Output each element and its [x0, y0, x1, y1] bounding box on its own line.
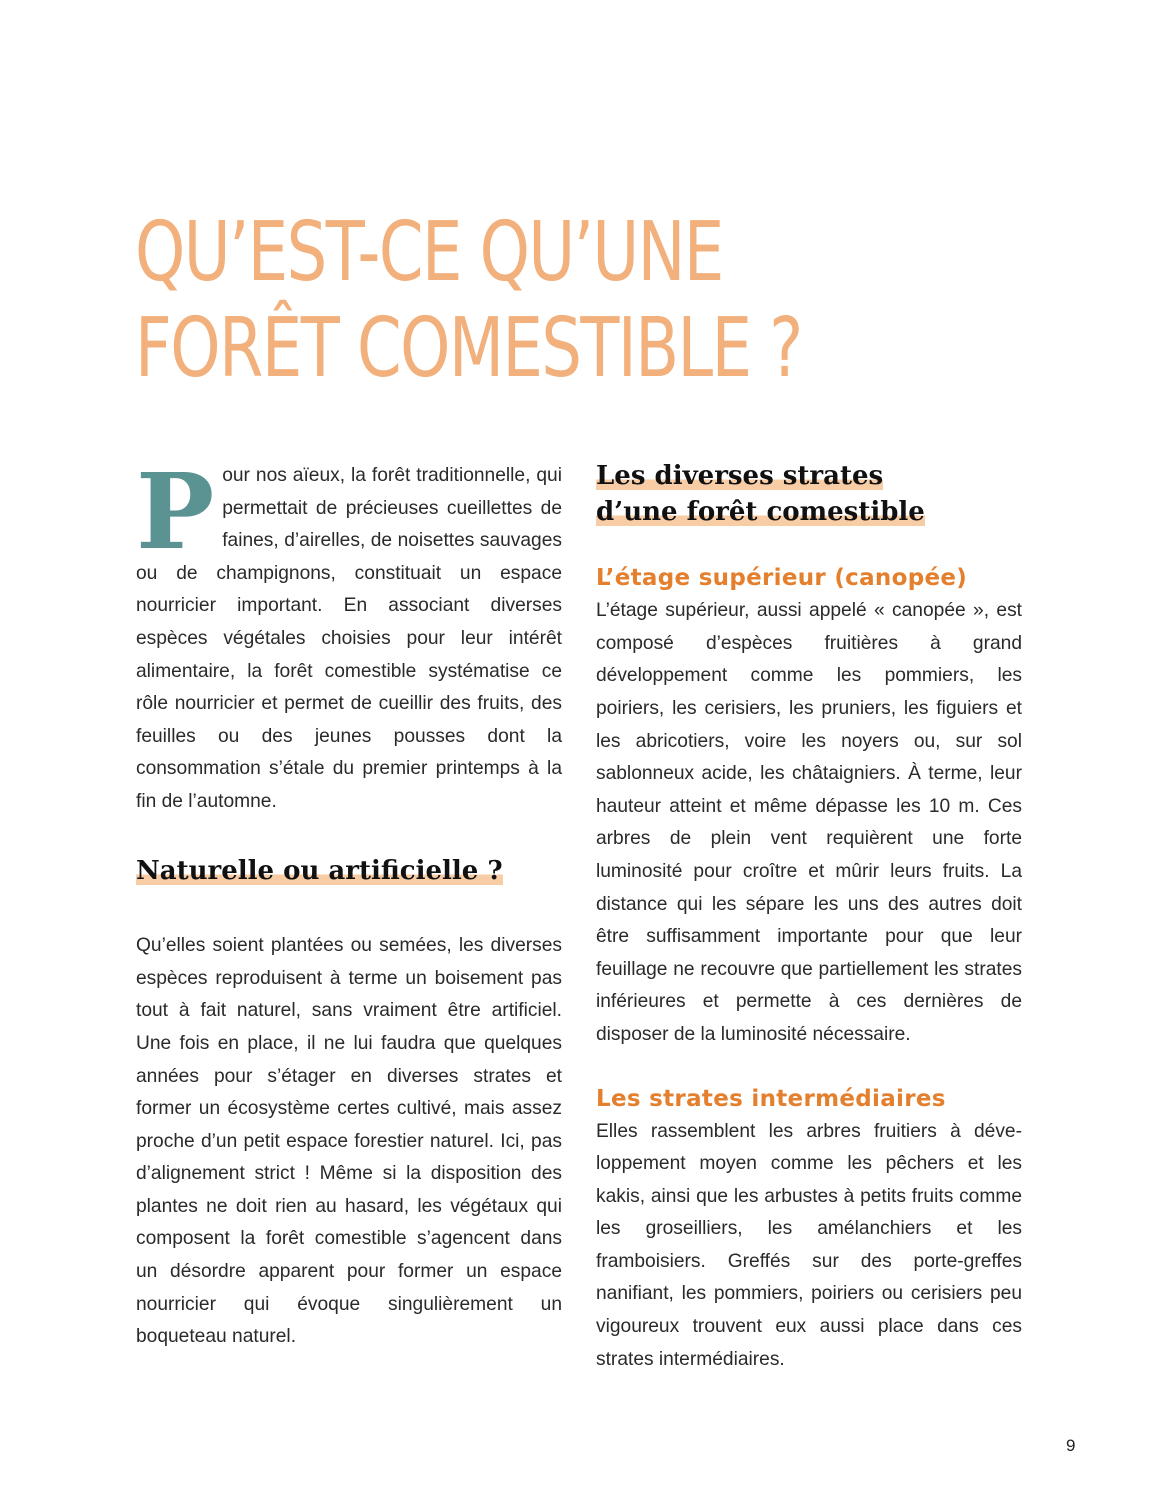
drop-cap: P [136, 450, 215, 573]
left-column [136, 450, 562, 1354]
intro-paragraph [136, 450, 562, 819]
page-number: 9 [1066, 1436, 1076, 1455]
strates-heading-line-1: Les diverses strates [596, 461, 884, 491]
section-heading-wrap [136, 855, 562, 891]
title-line-1: QU’EST-CE QU’UNE [135, 205, 723, 300]
title-line-2: FORÊT COMESTIBLE ? [135, 301, 802, 396]
section-heading-naturelle: Naturelle ou artificielle ? [136, 855, 503, 886]
right-column [596, 460, 1022, 1376]
canopee-paragraph: L’étage supérieur, aussi appelé « canopée », est composé d’espèces fruitières à grand développement comme les pommiers, les poiriers, les cerisiers, les pruniers, les figuiers et les abricotiers, voire les noyers ou, sur sol sablonneux acide, les châtaigniers. À terme, leur hauteur atteint et même dépasse les 10 m. Ces arbres de plein vent requièrent une forte luminosité pour croître et mûrir leurs fruits. La distance qui les sépare les uns des autres doit être suffisamment importante pour que leur feuillage ne recouvre que partiellement les strates inférieures et permette à ces dernières de disposer de la luminosité nécessaire. [596, 600, 1022, 1045]
subheading-intermediaires: Les strates intermédiaires [596, 1085, 946, 1112]
intermediaires-paragraph: Elles rassemblent les arbres fruitiers à développement moyen comme les pêchers et les kakis, ainsi que les arbustes à petits fruits comme les groseilliers, les amélanchiers et les framboisiers. Greffés sur des porte-greffes nanifiant, les pommiers, poiriers ou cerisiers peu vigoureux trouvent eux aussi place dans ces strates intermédiaires. [596, 1120, 1022, 1370]
page-title [135, 205, 837, 397]
section-paragraph: Qu’elles soient plantées ou semées, les diverses espèces reproduisent à terme un boisement pas tout à fait naturel, sans vraiment être artificiel. Une fois en place, il ne lui faudra que quelques années pour s’étager en diverses strates et former un écosystème certes cultivé, mais assez proche d’un petit espace forestier naturel. Ici, pas d’alignement strict ! Même si la disposition des plantes ne doit rien au hasard, les végétaux qui composent la forêt comestible s’agencent dans un désordre apparent pour former un espace nourricier qui évoque singulièrement un boqueteau naturel. [136, 935, 562, 1348]
subheading-canopee: L’étage supérieur (canopée) [596, 565, 968, 592]
strates-heading-line-2: d’une forêt comestible [596, 496, 925, 527]
intro-text: our nos aïeux, la forêt traditionnelle, qui permettait de précieuses cueillettes de faines, d’airelles, de noisettes sauvages ou de champignons, constituait un espace nourricier important. En associant diverses espèces végétales choisies pour leur intérêt alimentaire, la forêt comestible systématise ce rôle nourricier et permet de cueillir des fruits, des feuilles ou des jeunes pousses dont la consommation s’étale du premier printemps à la fin de l’automne. [136, 465, 562, 812]
strates-heading-wrap [596, 460, 1022, 531]
